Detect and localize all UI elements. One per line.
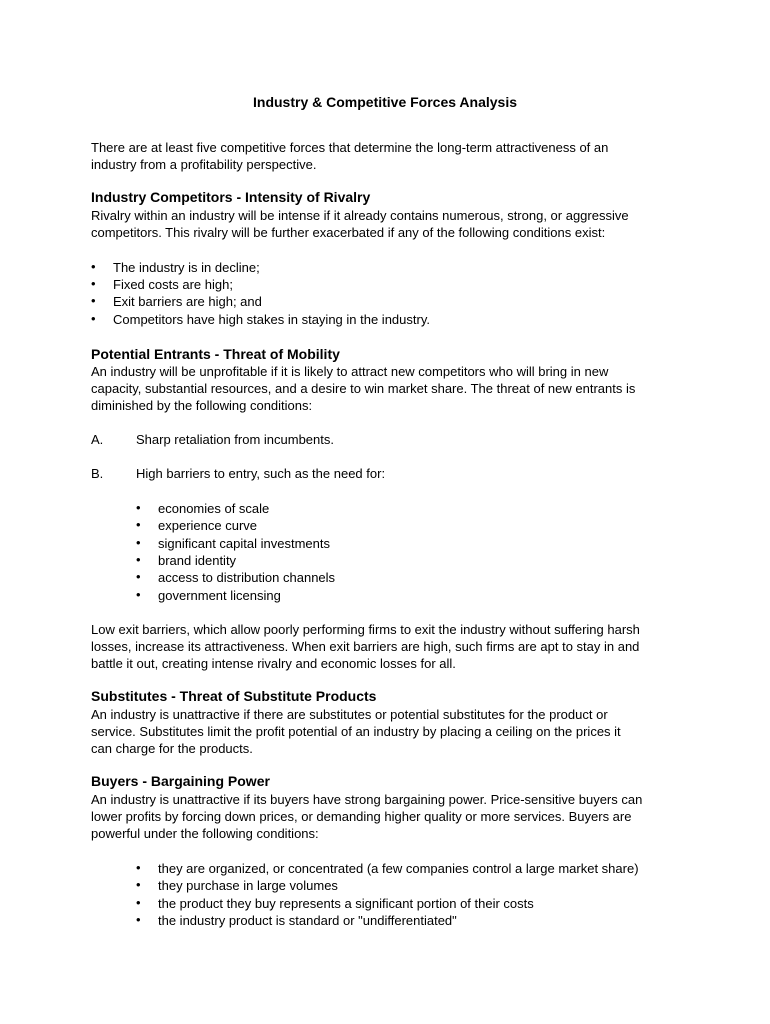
buyers-bullet: the product they buy represents a significant portion of their costs xyxy=(158,896,534,911)
substitutes-text-line: service. Substitutes limit the profit potential of an industry by placing a ceiling on the prices it xyxy=(91,724,621,739)
barrier-bullet: brand identity xyxy=(158,553,237,568)
intro-line: There are at least five competitive forces that determine the long-term attractiveness of an xyxy=(91,140,609,155)
exit-barriers-line: battle it out, creating intense rivalry and economic losses for all. xyxy=(91,656,456,671)
entrants-text-line: An industry will be unprofitable if it is likely to attract new competitors who will bring in new xyxy=(91,364,609,379)
bullet-icon: • xyxy=(136,535,141,550)
buyers-bullet: they are organized, or concentrated (a few companies control a large market share) xyxy=(158,861,639,876)
buyers-bullet: the industry product is standard or "undifferentiated" xyxy=(158,913,457,928)
bullet-icon: • xyxy=(136,552,141,567)
rivalry-bullet: Fixed costs are high; xyxy=(113,277,233,292)
buyers-text-line: powerful under the following conditions: xyxy=(91,826,319,841)
rivalry-text-line: Rivalry within an industry will be intense if it already contains numerous, strong, or aggressive xyxy=(91,208,629,223)
page-title: Industry & Competitive Forces Analysis xyxy=(253,94,517,110)
bullet-icon: • xyxy=(136,517,141,532)
intro-line: industry from a profitability perspective. xyxy=(91,157,317,172)
entrants-text-line: capacity, substantial resources, and a desire to win market share. The threat of new entrants is xyxy=(91,381,636,396)
section-heading-buyers: Buyers - Bargaining Power xyxy=(91,773,270,789)
bullet-icon: • xyxy=(136,895,141,910)
barrier-bullet: access to distribution channels xyxy=(158,570,336,585)
bullet-icon: • xyxy=(91,293,96,308)
rivalry-bullet: Competitors have high stakes in staying in the industry. xyxy=(113,312,430,327)
bullet-icon: • xyxy=(91,311,96,326)
bullet-icon: • xyxy=(136,860,141,875)
barrier-bullet: significant capital investments xyxy=(158,536,330,551)
bullet-icon: • xyxy=(91,259,96,274)
barrier-bullet: economies of scale xyxy=(158,501,270,516)
entrants-item: Sharp retaliation from incumbents. xyxy=(136,432,334,447)
section-heading-rivalry: Industry Competitors - Intensity of Rivalry xyxy=(91,189,371,205)
rivalry-bullet: The industry is in decline; xyxy=(113,260,260,275)
list-marker: B. xyxy=(91,466,104,481)
entrants-item: High barriers to entry, such as the need for: xyxy=(136,466,386,481)
barrier-bullet: government licensing xyxy=(158,588,281,603)
substitutes-text-line: can charge for the products. xyxy=(91,741,253,756)
bullet-icon: • xyxy=(136,569,141,584)
buyers-bullet: they purchase in large volumes xyxy=(158,878,338,893)
entrants-text-line: diminished by the following conditions: xyxy=(91,398,313,413)
bullet-icon: • xyxy=(136,587,141,602)
rivalry-bullet: Exit barriers are high; and xyxy=(113,294,262,309)
barrier-bullet: experience curve xyxy=(158,518,257,533)
bullet-icon: • xyxy=(91,276,96,291)
exit-barriers-line: Low exit barriers, which allow poorly performing firms to exit the industry without suffering harsh xyxy=(91,622,640,637)
section-heading-entrants: Potential Entrants - Threat of Mobility xyxy=(91,346,340,362)
bullet-icon: • xyxy=(136,877,141,892)
substitutes-text-line: An industry is unattractive if there are substitutes or potential substitutes for the product or xyxy=(91,707,608,722)
buyers-text-line: An industry is unattractive if its buyers have strong bargaining power. Price-sensitive buyers can xyxy=(91,792,643,807)
rivalry-text-line: competitors. This rivalry will be further exacerbated if any of the following conditions exist: xyxy=(91,225,606,240)
bullet-icon: • xyxy=(136,500,141,515)
buyers-text-line: lower profits by forcing down prices, or demanding higher quality or more services. Buyers are xyxy=(91,809,632,824)
section-heading-substitutes: Substitutes - Threat of Substitute Products xyxy=(91,688,377,704)
exit-barriers-line: losses, increase its attractiveness. When exit barriers are high, such firms are apt to stay in and xyxy=(91,639,640,654)
bullet-icon: • xyxy=(136,912,141,927)
list-marker: A. xyxy=(91,432,104,447)
